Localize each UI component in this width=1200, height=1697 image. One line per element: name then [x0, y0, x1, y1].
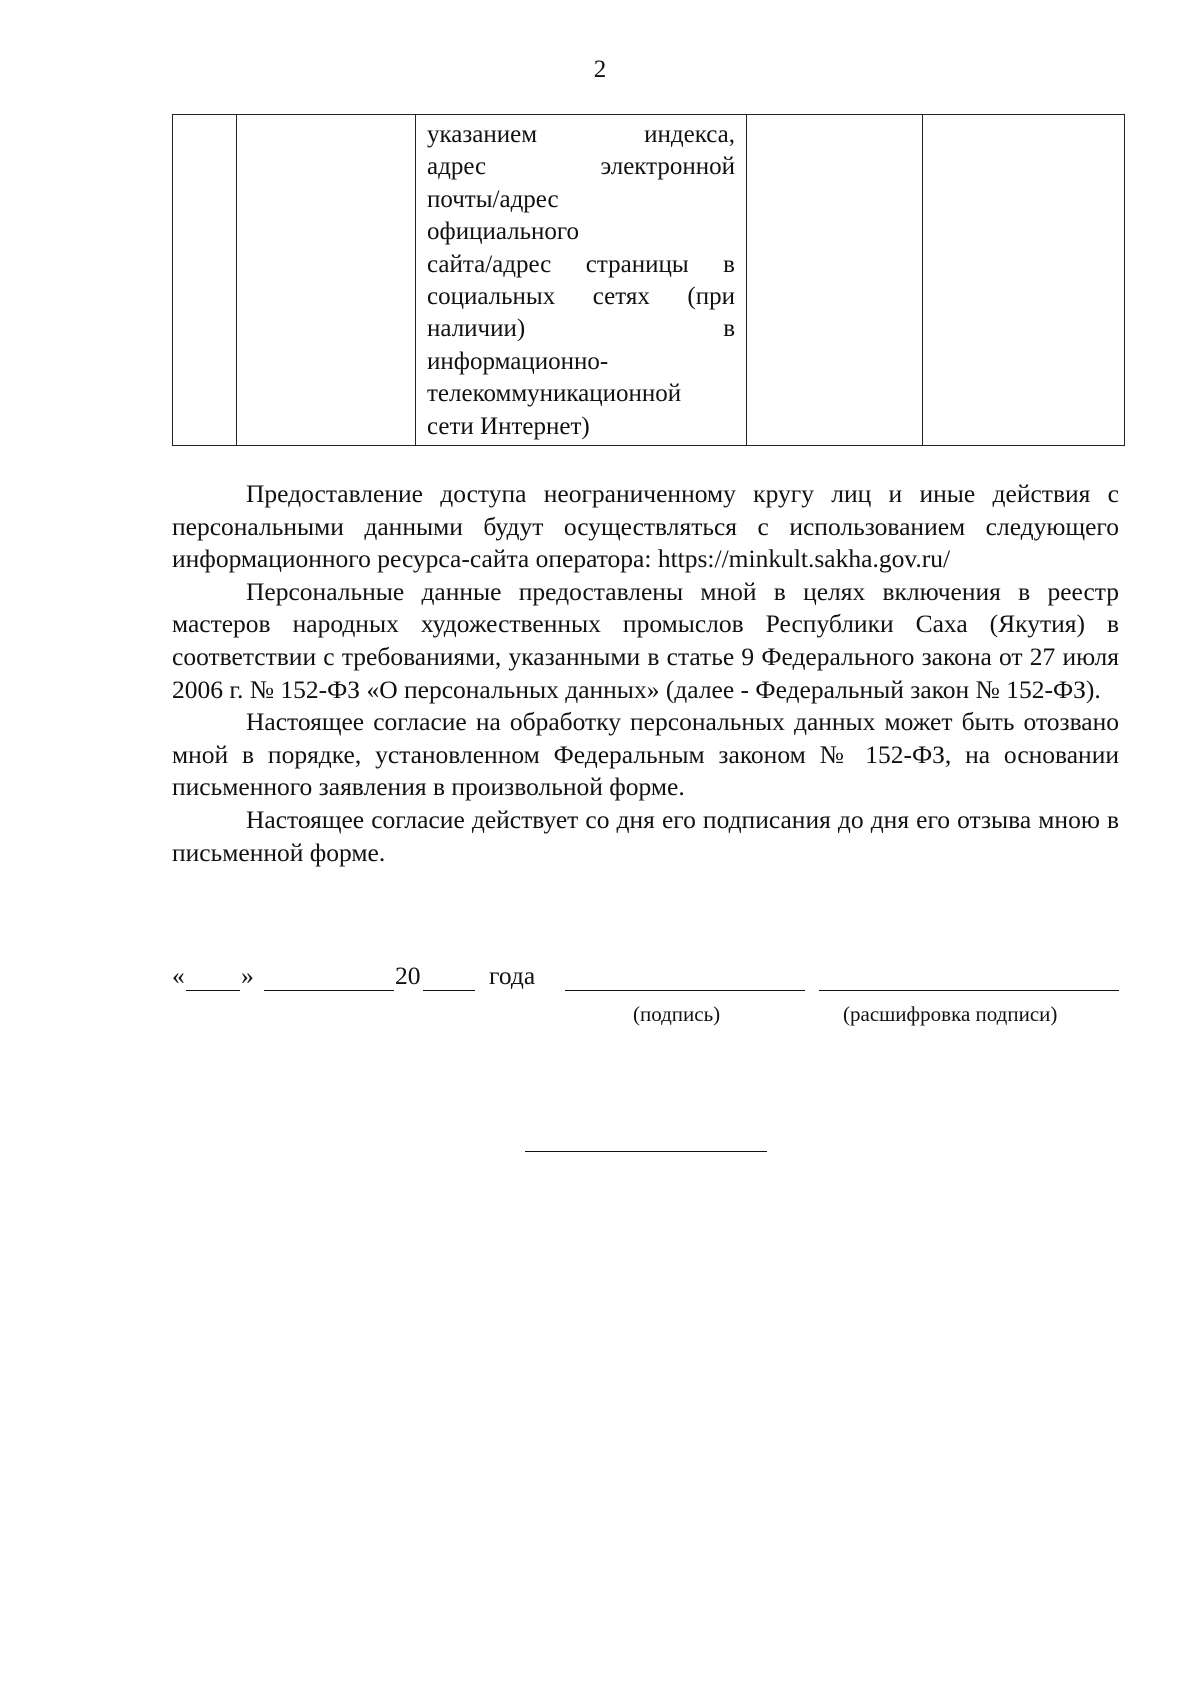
table-cell-5	[923, 115, 1125, 446]
paragraph-access-resource: Предоставление доступа неограниченному кругу лиц и иные действия с персональными данными будут осуществляться с использованием следующего информационного ресурса-сайта оператора: https://minkult.sakha.gov.ru/	[172, 479, 1119, 574]
signature-decoding-caption: (расшифровка подписи)	[843, 1002, 1058, 1026]
end-of-document-line	[525, 1151, 767, 1152]
cell-line: почты/адрес	[427, 185, 559, 213]
day-blank	[186, 990, 240, 991]
year-suffix: года	[489, 961, 536, 990]
cell-line: телекоммуникационной	[427, 380, 682, 408]
cell-line: адрес электронной	[427, 153, 735, 181]
signature-blank	[565, 990, 805, 991]
contact-details-text	[416, 115, 746, 445]
cell-line: указанием индекса,	[427, 121, 735, 148]
paragraph-revocation: Настоящее согласие на обработку персональных данных может быть отозвано мной в порядке, установленном Федеральным законом № 152-ФЗ, на основании письменного заявления в произвольной форме.	[172, 707, 1119, 802]
table-cell-2	[237, 115, 416, 446]
signature-caption: (подпись)	[633, 1002, 721, 1026]
consent-text	[172, 478, 1119, 869]
page-number: 2	[593, 56, 607, 83]
cell-line: информационно-	[427, 347, 609, 375]
cell-line: сети Интернет)	[427, 412, 590, 440]
signature-decoding-blank	[819, 990, 1119, 991]
year-prefix: 20	[395, 961, 421, 990]
month-blank	[264, 990, 394, 991]
quote-open: «	[172, 961, 185, 990]
table-cell-1	[173, 115, 237, 446]
cell-line: социальных сетях (при	[427, 283, 735, 311]
signature-row	[172, 961, 1119, 1001]
paragraph-purpose: Персональные данные предоставлены мной в целях включения в реестр мастеров народных художественных промыслов Республики Саха (Якутия) в соответствии с требованиями, указанными в статье 9 Федерального закона от 27 июля 2006 г. № 152-ФЗ «О персональных данных» (далее - Федеральный закон № 152-ФЗ).	[172, 576, 1119, 704]
year-blank	[423, 990, 475, 991]
table-cell-3	[416, 115, 747, 446]
cell-line: официального	[427, 218, 580, 246]
continuation-table	[172, 114, 1125, 446]
cell-line: сайта/адрес страницы в	[427, 250, 735, 278]
quote-close: »	[241, 961, 254, 990]
table-row	[173, 115, 1125, 446]
paragraph-validity: Настоящее согласие действует со дня его подписания до дня его отзыва мною в письменной форме.	[172, 804, 1119, 867]
cell-line: наличии) в	[427, 315, 735, 343]
table-cell-4	[747, 115, 923, 446]
